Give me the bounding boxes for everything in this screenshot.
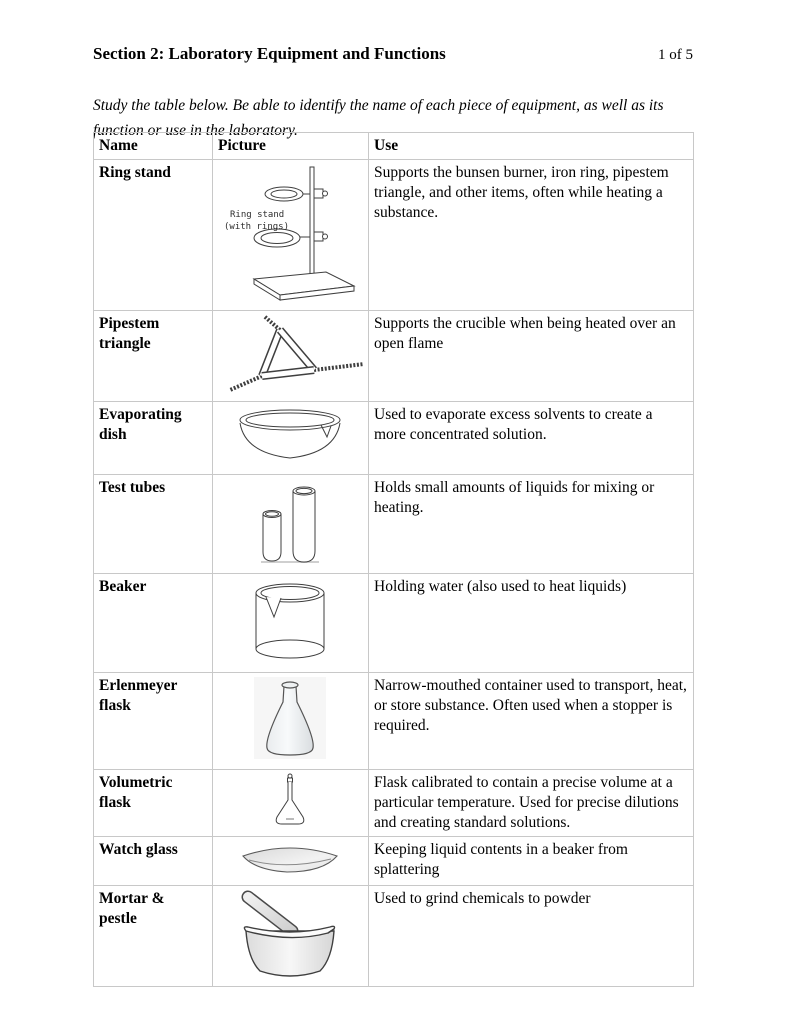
test-tubes-icon xyxy=(255,478,325,564)
intro-line-1: Study the table below. Be able to identify the name of each piece of equipment, as well as its xyxy=(93,97,664,114)
column-header-picture: Picture xyxy=(213,133,369,160)
equipment-name: Watch glass xyxy=(94,837,213,886)
equipment-use: Supports the bunsen burner, iron ring, pipestem triangle, and other items, often while heating a substance. xyxy=(369,160,694,311)
equipment-name: Beaker xyxy=(94,574,213,673)
equipment-use: Holds small amounts of liquids for mixing or heating. xyxy=(369,475,694,574)
document-header xyxy=(93,44,693,64)
column-header-name: Name xyxy=(94,133,213,160)
intro-line-2: function or use in the laboratory. xyxy=(93,122,298,139)
equipment-use: Keeping liquid contents in a beaker from splattering xyxy=(369,837,694,886)
equipment-use: Supports the crucible when being heated over an open flame xyxy=(369,311,694,402)
equipment-use: Used to evaporate excess solvents to create a more concentrated solution. xyxy=(369,402,694,475)
equipment-use: Used to grind chemicals to powder xyxy=(369,886,694,987)
watch-glass-illustration xyxy=(213,837,369,886)
beaker-icon xyxy=(240,577,340,663)
table-row-ring-stand xyxy=(94,160,694,311)
equipment-name: Test tubes xyxy=(94,475,213,574)
page-number-indicator: 1 of 5 xyxy=(658,47,693,63)
pipestem-triangle-illustration xyxy=(213,311,369,402)
ring-stand-caption-line2: (with rings) xyxy=(224,222,290,232)
table-row-volumetric-flask xyxy=(94,770,694,837)
table-row-pipestem-triangle xyxy=(94,311,694,402)
evaporating-dish-illustration xyxy=(213,402,369,475)
volumetric-flask-illustration xyxy=(213,770,369,837)
equipment-use: Holding water (also used to heat liquids) xyxy=(369,574,694,673)
column-header-use: Use xyxy=(369,133,694,160)
table-row-watch-glass xyxy=(94,837,694,886)
mortar-and-pestle-illustration xyxy=(213,886,369,987)
test-tubes-illustration xyxy=(213,475,369,574)
table-header-row xyxy=(94,133,694,160)
evaporating-dish-icon xyxy=(225,405,355,465)
equipment-use: Narrow-mouthed container used to transport, heat, or store substance. Often used when a stopper is required. xyxy=(369,673,694,770)
ring-stand-caption-line1: Ring stand xyxy=(230,210,285,220)
watch-glass-icon xyxy=(235,840,345,876)
erlenmeyer-flask-illustration xyxy=(213,673,369,770)
mortar-and-pestle-icon xyxy=(230,889,350,977)
volumetric-flask-icon xyxy=(258,773,322,827)
equipment-use: Flask calibrated to contain a precise volume at a particular temperature. Used for precise dilutions and creating standard solutions. xyxy=(369,770,694,837)
erlenmeyer-flask-icon xyxy=(253,676,327,760)
equipment-name: Ring stand xyxy=(94,160,213,311)
equipment-name: Evaporating dish xyxy=(94,402,213,475)
ring-stand-illustration xyxy=(213,160,369,311)
equipment-table xyxy=(93,132,694,987)
beaker-illustration xyxy=(213,574,369,673)
section-title: Section 2: Laboratory Equipment and Functions xyxy=(93,44,446,63)
pipestem-triangle-icon xyxy=(218,314,368,392)
ring-stand-icon xyxy=(218,163,369,301)
table-row-evaporating-dish xyxy=(94,402,694,475)
table-row-erlenmeyer-flask xyxy=(94,673,694,770)
equipment-name: Erlenmeyer flask xyxy=(94,673,213,770)
equipment-name: Pipestem triangle xyxy=(94,311,213,402)
table-row-test-tubes xyxy=(94,475,694,574)
equipment-name: Volumetric flask xyxy=(94,770,213,837)
table-row-mortar-pestle xyxy=(94,886,694,987)
equipment-name: Mortar & pestle xyxy=(94,886,213,987)
table-row-beaker xyxy=(94,574,694,673)
